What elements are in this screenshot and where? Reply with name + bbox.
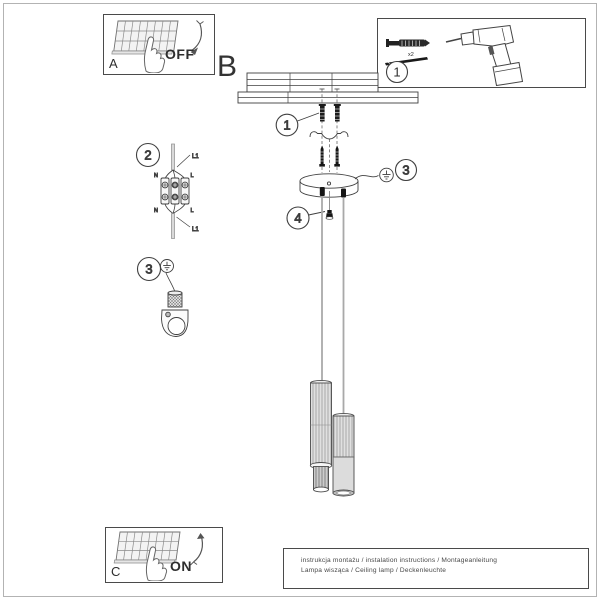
section-label-a: A xyxy=(109,56,118,71)
step-anchors-number: 1 xyxy=(283,117,291,133)
pendant-lamp-right xyxy=(333,413,354,496)
switch-off-illustration xyxy=(104,15,213,73)
terminal-label-l-bottom: L xyxy=(190,208,194,214)
assembly-diagram xyxy=(225,60,435,510)
switch-state-on-label: ON xyxy=(170,558,192,574)
terminal-label-n-top: N xyxy=(154,173,158,179)
panel-switch-off xyxy=(103,14,215,75)
section-label-c: C xyxy=(111,564,121,579)
switch-on-illustration xyxy=(106,528,221,581)
earth-lead-wire xyxy=(166,273,175,292)
wiring-diagram xyxy=(128,138,220,246)
footer-box xyxy=(283,548,589,589)
quantity-label: x2 xyxy=(408,52,414,58)
wire-fan-bottom xyxy=(165,204,185,214)
terminal-block xyxy=(161,178,189,204)
gland-diagram xyxy=(133,253,215,348)
step-gland-badge xyxy=(138,258,161,281)
step-gland-number: 3 xyxy=(145,261,153,277)
step-tools-number: 1 xyxy=(393,64,401,80)
step-earth-badge xyxy=(396,160,417,181)
footer-line-2: Lampa wisząca / Ceiling lamp / Deckenleuchte xyxy=(301,566,447,574)
mounting-bracket xyxy=(310,132,348,139)
step-wiring-number: 2 xyxy=(144,147,152,163)
cord-stopper-icon xyxy=(326,210,333,219)
earth-symbol-icon xyxy=(161,260,174,273)
step-stopper-badge xyxy=(287,207,325,229)
earth-symbol-icon xyxy=(380,168,394,182)
switch-state-off-label: OFF xyxy=(165,46,195,62)
wire-label-l1-top: L1 xyxy=(192,154,199,160)
drill-icon xyxy=(446,26,523,86)
wall-anchor-icons xyxy=(319,104,341,122)
step-wiring-badge xyxy=(137,144,160,167)
footer-line-1: instrukcja montażu / instalation instructions / Montageanleitung xyxy=(301,557,498,564)
cable-gland-icon xyxy=(168,291,182,307)
earth-wire xyxy=(355,176,379,180)
terminal-label-n-bottom: N xyxy=(154,208,158,214)
supply-cable-bottom xyxy=(172,214,175,239)
ceiling xyxy=(238,73,418,103)
section-label-b: B xyxy=(217,50,238,83)
supply-cable-top xyxy=(172,144,175,170)
terminal-label-l-top: L xyxy=(190,173,194,179)
canopy xyxy=(300,174,358,197)
wire-label-l1-bottom: L1 xyxy=(192,227,199,233)
pendant-lamp-left xyxy=(310,380,331,492)
panel-switch-on xyxy=(105,527,223,583)
step-earth-number: 3 xyxy=(402,162,410,178)
wall-plug-screw-icon xyxy=(386,39,430,47)
flip-arrow-icon xyxy=(191,533,205,565)
hook-bracket-icon xyxy=(162,310,189,337)
step-stopper-number: 4 xyxy=(294,210,302,226)
